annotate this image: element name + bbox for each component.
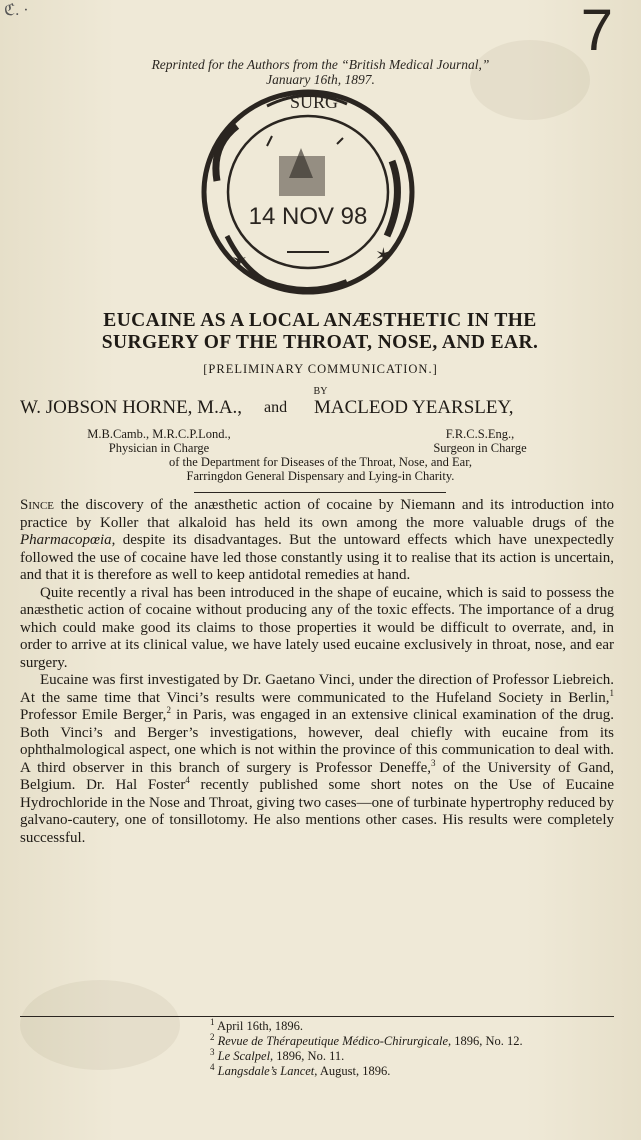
paragraph-3-part-d: of the University of Gand, Belgium. Dr. Hal Foster — [20, 759, 614, 793]
author-2-credentials — [370, 427, 590, 455]
department-line-2: Farringdon General Dispensary and Lying-in Charity. — [186, 469, 455, 483]
stamp-date: 14 NOV 98 — [248, 203, 368, 230]
footnote-ref-1: 1 — [609, 687, 614, 698]
footnote-2 — [20, 1031, 614, 1049]
library-stamp-graphic — [197, 86, 419, 298]
department-line-1: of the Department for Diseases of the Throat, Nose, and Ear, — [169, 455, 472, 469]
footnotes — [20, 1016, 614, 1079]
footnote-3-title: Le Scalpel — [217, 1049, 271, 1063]
paragraph-3 — [20, 672, 614, 847]
footnote-divider — [20, 1016, 614, 1017]
reprint-notice — [0, 57, 641, 87]
paragraph-1-tail: , despite its disadvantages. But the untoward effects which have unexpectedly followed the use of cocaine have led those constantly using it to realise that its action is uncertain, and that it is therefore as well to keep antidotal remedies at hand. — [20, 532, 614, 583]
footnote-3-number: 3 — [210, 1046, 215, 1057]
footnote-4-number: 4 — [210, 1061, 215, 1072]
title-line-1: EUCAINE AS A LOCAL ANÆSTHETIC IN THE — [103, 310, 537, 331]
footnote-2-title: Revue de Thérapeutique Médico-Chirurgicale — [217, 1034, 448, 1048]
footnote-4-text: , August, 1896. — [314, 1064, 391, 1078]
svg-text:✶: ✶ — [375, 243, 392, 267]
author-1-degrees: M.B.Camb., M.R.C.P.Lond., — [87, 427, 231, 441]
department-affiliation — [0, 455, 641, 483]
pharmacopoeia-term: Pharmacopœia — [20, 532, 112, 548]
footnote-ref-3: 3 — [431, 757, 436, 768]
footnote-ref-4: 4 — [185, 775, 190, 785]
paragraph-1 — [20, 497, 614, 585]
author-2-name: MACLEOD YEARSLEY, — [314, 397, 514, 418]
paragraph-3-part-c: in Paris, was engaged in an extensive clinical examination of the drug. Both Vinci’s and Berger’s investigations, however, deal chiefly with eucaine from its ophthalmological aspect, one which is not within the province of this communication to deal with. A third observer in this branch of surgery is Professor Deneffe, — [20, 707, 615, 776]
footnote-2-number: 2 — [210, 1031, 215, 1042]
paragraph-3-part-b: Professor Emile Berger, — [20, 707, 167, 723]
author-1-role: Physician in Charge — [108, 441, 210, 455]
author-2-degrees: F.R.C.S.Eng., — [445, 427, 515, 441]
drop-lead-word: Since — [20, 497, 55, 513]
footnote-3 — [20, 1046, 614, 1064]
title-line-2: SURGERY OF THE THROAT, NOSE, AND EAR. — [101, 332, 539, 353]
svg-text:✶: ✶ — [231, 249, 248, 273]
page-number-handwritten: 7 — [580, 0, 613, 63]
footnote-1 — [20, 1016, 614, 1034]
article-title — [20, 310, 620, 354]
footnote-2-text: , 1896, No. 12. — [448, 1034, 523, 1048]
author-1-credentials — [44, 427, 274, 455]
footnote-3-text: , 1896, No. 11. — [270, 1049, 345, 1063]
svg-text:SURG: SURG — [290, 92, 339, 112]
footnote-4 — [20, 1061, 614, 1079]
author-2-role: Surgeon in Charge — [433, 441, 527, 455]
author-conjunction: and — [264, 399, 288, 416]
footnote-1-number: 1 — [210, 1016, 215, 1027]
reprint-line-2: January 16th, 1897. — [266, 72, 375, 87]
paragraph-2: Quite recently a rival has been introduced in the shape of eucaine, which is said to possess the anæsthetic action of cocaine without producing any of the toxic effects. The importance of a drug which could make good its claims to those properties it would be difficult to overrate, and, in order to arrive at its clinical value, we have lately used eucaine exclusively in throat, nose, and ear surgery. — [20, 584, 614, 671]
reprint-line-1: Reprinted for the Authors from the “British Medical Journal,” — [151, 57, 490, 72]
paragraph-3-part-e: recently published some short notes on the Use of Eucaine Hydrochloride in the Nose and Throat, giving two cases—one of turbinate hypertrophy reduced by galvano-cautery, one of tonsillotomy. He also mentions other cases. His results were completely successful. — [20, 777, 614, 846]
footnote-4-title: Langsdale’s Lancet — [217, 1064, 315, 1078]
paragraph-3-part-a: Eucaine was first investigated by Dr. Gaetano Vinci, under the direction of Professor Liebreich. At the same time that Vinci’s results were communicated to the Hufeland Society in Berlin, — [20, 672, 614, 706]
header-divider — [194, 492, 446, 493]
footnote-1-text: April 16th, 1896. — [216, 1019, 304, 1033]
corner-scribble: ℭ. · — [4, 2, 29, 19]
preliminary-label: [PRELIMINARY COMMUNICATION.] — [203, 362, 438, 376]
author-1-name: W. JOBSON HORNE, M.A., — [20, 397, 243, 418]
paragraph-1-text: the discovery of the anæsthetic action of cocaine by Niemann and its introduction into practice by Koller that alkaloid has held its own among the more valuable drugs of the — [20, 497, 614, 531]
footnote-ref-2: 2 — [166, 705, 171, 715]
library-stamp — [197, 86, 419, 298]
by-label: BY — [313, 386, 328, 397]
article-body — [20, 497, 614, 847]
